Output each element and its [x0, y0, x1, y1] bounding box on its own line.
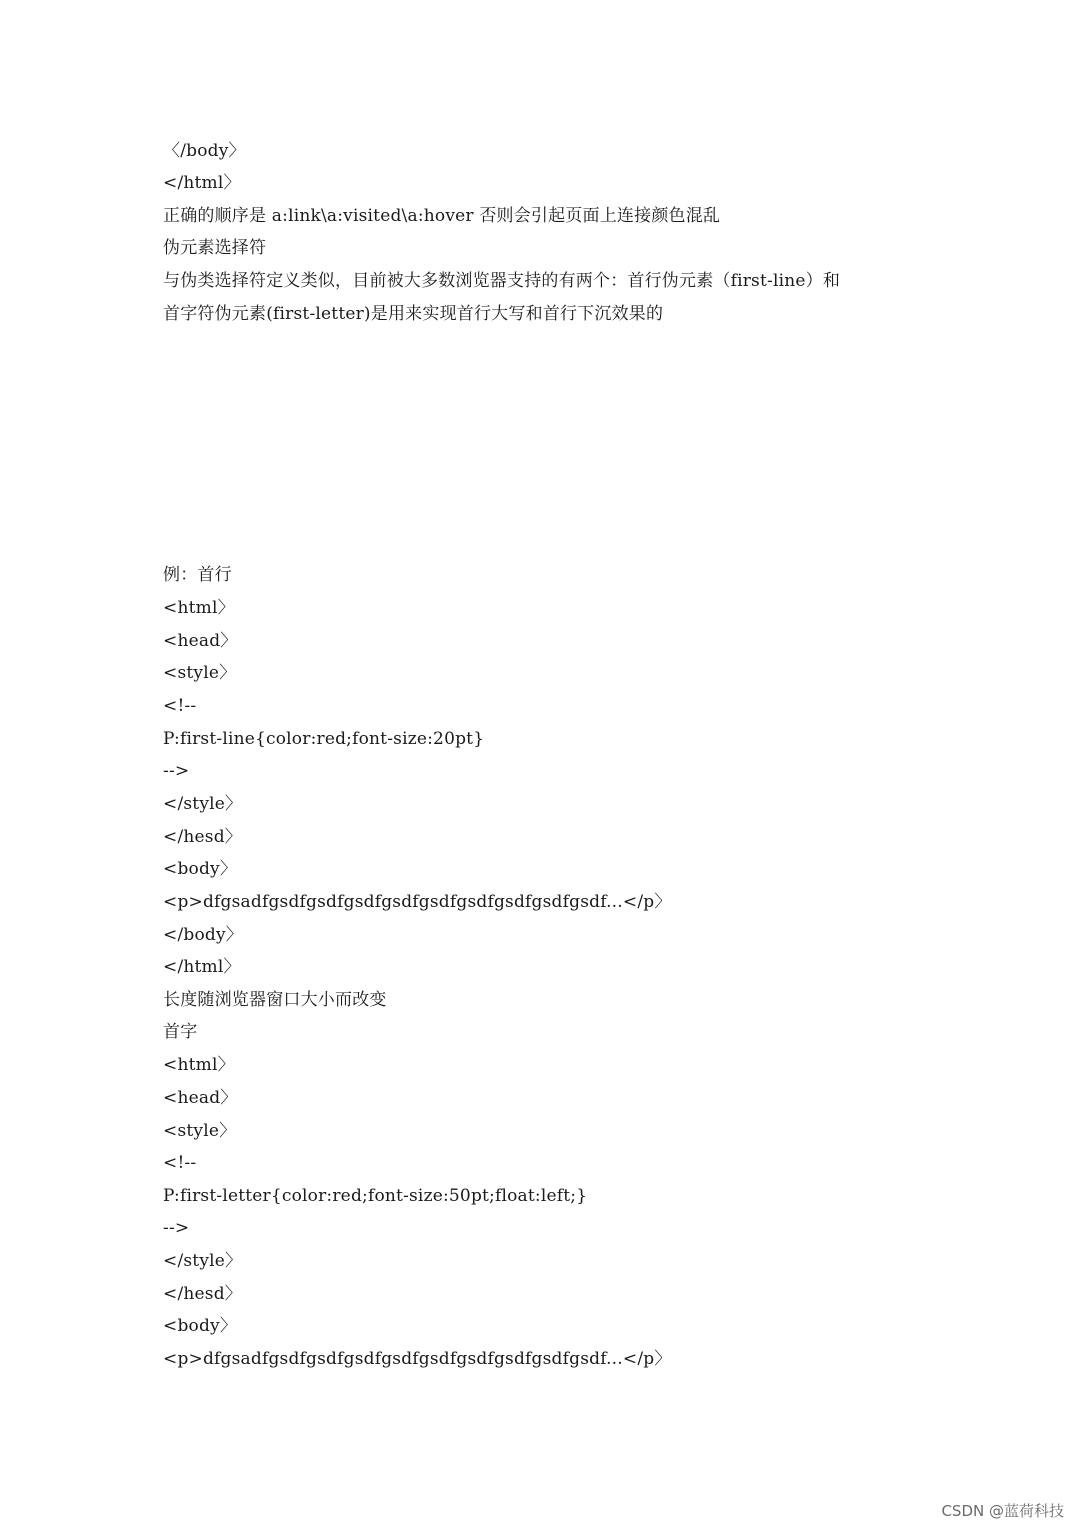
code-line: <html〉 — [163, 1055, 235, 1075]
watermark: CSDN @蓝荷科技 — [941, 1502, 1064, 1520]
code-line: </body〉 — [163, 925, 243, 945]
text-line: 长度随浏览器窗口大小而改变 — [163, 990, 387, 1010]
code-line: <head〉 — [163, 631, 238, 651]
code-line: </style〉 — [163, 794, 243, 814]
code-line: <body〉 — [163, 1316, 238, 1336]
text-line: 与伪类选择符定义类似，目前被大多数浏览器支持的有两个：首行伪元素（first-line）和 — [163, 271, 841, 291]
code-line: </hesd〉 — [163, 1284, 242, 1304]
code-line: <!-- — [163, 696, 197, 716]
code-line: <p>dfgsadfgsdfgsdfgsdfgsdfgsdfgsdfgsdfgsdfgsdf...</p〉 — [163, 1349, 672, 1369]
code-line: P:first-letter{color:red;font-size:50pt;float:left;} — [163, 1186, 588, 1206]
code-line: </style〉 — [163, 1251, 243, 1271]
code-line: <head〉 — [163, 1088, 238, 1108]
code-line: <style〉 — [163, 1121, 237, 1141]
text-line: 首字符伪元素(first-letter)是用来实现首行大写和首行下沉效果的 — [163, 304, 664, 324]
text-line: 例：首行 — [163, 565, 232, 585]
code-line: <style〉 — [163, 663, 237, 683]
text-line: 伪元素选择符 — [163, 238, 267, 258]
code-line: </hesd〉 — [163, 827, 242, 847]
code-line: P:first-line{color:red;font-size:20pt} — [163, 729, 485, 749]
code-line: <!-- — [163, 1153, 197, 1173]
code-line: </html〉 — [163, 957, 241, 977]
code-line: <p>dfgsadfgsdfgsdfgsdfgsdfgsdfgsdfgsdfgsdfgsdf...</p〉 — [163, 892, 672, 912]
code-line: --> — [163, 1218, 190, 1238]
text-line: </html〉 — [163, 173, 241, 193]
text-line: 首字 — [163, 1022, 198, 1042]
text-line: 正确的顺序是 a:link\a:visited\a:hover 否则会引起页面上连接颜色混乱 — [163, 206, 721, 226]
code-line: --> — [163, 761, 190, 781]
code-line: <body〉 — [163, 859, 238, 879]
text-line: 〈/body〉 — [163, 141, 246, 161]
code-line: <html〉 — [163, 598, 235, 618]
